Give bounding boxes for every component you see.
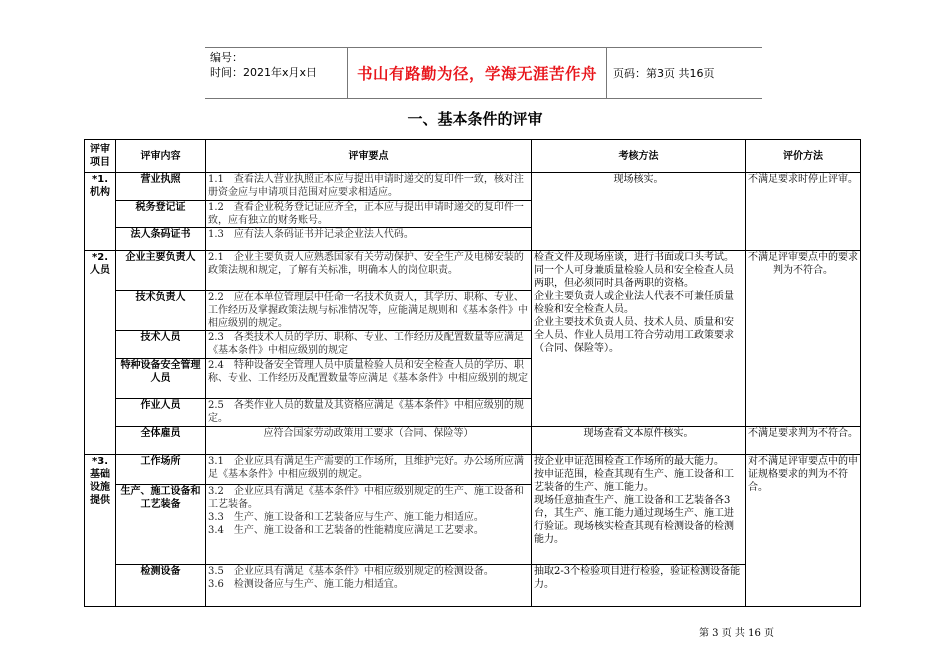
header-meta [205, 48, 348, 98]
content-cell: 作业人员 [116, 399, 206, 427]
method-cell: 抽取2-3个检验项目进行检验，验证检测设备能力。 [532, 565, 746, 607]
point-cell: 2.3 各类技术人员的学历、职称、专业、工作经历及配置数量等应满足《基本条件》中相应级别的规定 [206, 331, 532, 359]
time-label: 时间：2021年x月x日 [210, 66, 318, 79]
table-row [85, 427, 861, 455]
content-cell: 法人条码证书 [116, 228, 206, 251]
point-cell: 1.2 查看企业税务登记证应齐全，正本应与提出申请时递交的复印件一致，应有独立的财务账号。 [206, 201, 532, 228]
header-page-info: 页码：第3页 共16页 [613, 67, 715, 80]
content-cell: 全体雇员 [116, 427, 206, 455]
header-content: 评审内容 [116, 140, 206, 173]
point-cell: 1.1 查看法人营业执照正本应与提出申请时递交的复印件一致，核对注册资金应与申请项目范围对应要求相适应。 [206, 173, 532, 201]
method-cell: 按企业申证范围检查工作场所的最大能力。 按申证范围，检查其现有生产、施工设备和工艺装备的生产、施工能力。 现场任意抽查生产、施工设备和工艺装备各3台，其生产、施工能力通过现场生产、施工进行验证。现场核实检查其现有检测设备的检测能力。 [532, 455, 746, 565]
document-header [205, 47, 762, 99]
method-cell: 现场查看文本原件核实。 [532, 427, 746, 455]
page-footer: 第 3 页 共 16 页 [699, 628, 774, 639]
method-cell: 现场核实。 [532, 173, 746, 251]
table-row [85, 173, 861, 201]
content-cell: 技术负责人 [116, 291, 206, 331]
content-cell: 营业执照 [116, 173, 206, 201]
table-row [85, 455, 861, 485]
point-cell: 2.1 企业主要负责人应熟悉国家有关劳动保护、安全生产及电梯安装的政策法规和规定，了解有关标准，明确本人的岗位职责。 [206, 251, 532, 291]
point-cell: 2.2 应在本单位管理层中任命一名技术负责人，其学历、职称、专业、工作经历及掌握政策法规与标准情况等，应能满足规则和《基本条件》中相应级别的规定。 [206, 291, 532, 331]
content-cell: 特种设备安全管理人员 [116, 359, 206, 399]
header-evaluation: 评价方法 [746, 140, 861, 173]
table-row [85, 565, 861, 607]
project-cell: *1. 机构 [85, 173, 116, 251]
point-cell: 2.4 特种设备安全管理人员中质量检验人员和安全检查人员的学历、职称、专业、工作经历及配置数量等应满足《基本条件》中相应级别的规定 [206, 359, 532, 399]
content-cell: 企业主要负责人 [116, 251, 206, 291]
evaluation-cell: 不满足要求时停止评审。 [746, 173, 861, 251]
table-header-row [85, 140, 861, 173]
content-cell: 技术人员 [116, 331, 206, 359]
project-cell: *2. 人员 [85, 251, 116, 455]
header-project: 评审项目 [85, 140, 116, 173]
method-cell: 检查文件及现场座谈，进行书面或口头考试。 同一个人可身兼质量检验人员和安全检查人员两职，但必须同时具备两职的资格。 企业主要负责人或企业法人代表不可兼任质量检验和安全检查人员。 企业主要技术负责人员、技术人员、质量和安全人员、作业人员用工符合劳动用工政策要求（合同、保险等）。 [532, 251, 746, 427]
point-cell: 3.2 企业应具有满足《基本条件》中相应级别规定的生产、施工设备和工艺装备。 3.3 生产、施工设备和工艺装备应与生产、施工能力相适应。 3.4 生产、施工设备和工艺装备的性能精度应满足工艺要求。 [206, 485, 532, 565]
evaluation-cell: 不满足评审要点中的要求判为不符合。 [746, 251, 861, 427]
point-cell: 2.5 各类作业人员的数量及其资格应满足《基本条件》中相应级别的规定。 [206, 399, 532, 427]
content-cell: 生产、施工设备和工艺装备 [116, 485, 206, 565]
content-cell: 检测设备 [116, 565, 206, 607]
header-slogan: 书山有路勤为径，学海无涯苦作舟 [348, 48, 607, 98]
evaluation-cell: 对不满足评审要点中的申证规格要求的判为不符合。 [746, 455, 861, 607]
header-method: 考核方法 [532, 140, 746, 173]
point-cell: 3.5 企业应具有满足《基本条件》中相应级别规定的检测设备。 3.6 检测设备应与生产、施工能力相适宜。 [206, 565, 532, 607]
project-cell: *3. 基础设施提供 [85, 455, 116, 607]
review-table [84, 139, 861, 607]
content-cell: 税务登记证 [116, 201, 206, 228]
number-label: 编号： [210, 51, 243, 64]
point-cell: 3.1 企业应具有满足生产需要的工作场所，且维护完好。办公场所应满足《基本条件》中相应级别的规定。 [206, 455, 532, 485]
evaluation-cell: 不满足要求判为不符合。 [746, 427, 861, 455]
table-row [85, 251, 861, 291]
content-cell: 工作场所 [116, 455, 206, 485]
point-cell: 应符合国家劳动政策用工要求（合同、保险等） [206, 427, 532, 455]
point-cell: 1.3 应有法人条码证书并记录企业法人代码。 [206, 228, 532, 251]
page-title: 一、基本条件的评审 [407, 110, 543, 128]
header-points: 评审要点 [206, 140, 532, 173]
